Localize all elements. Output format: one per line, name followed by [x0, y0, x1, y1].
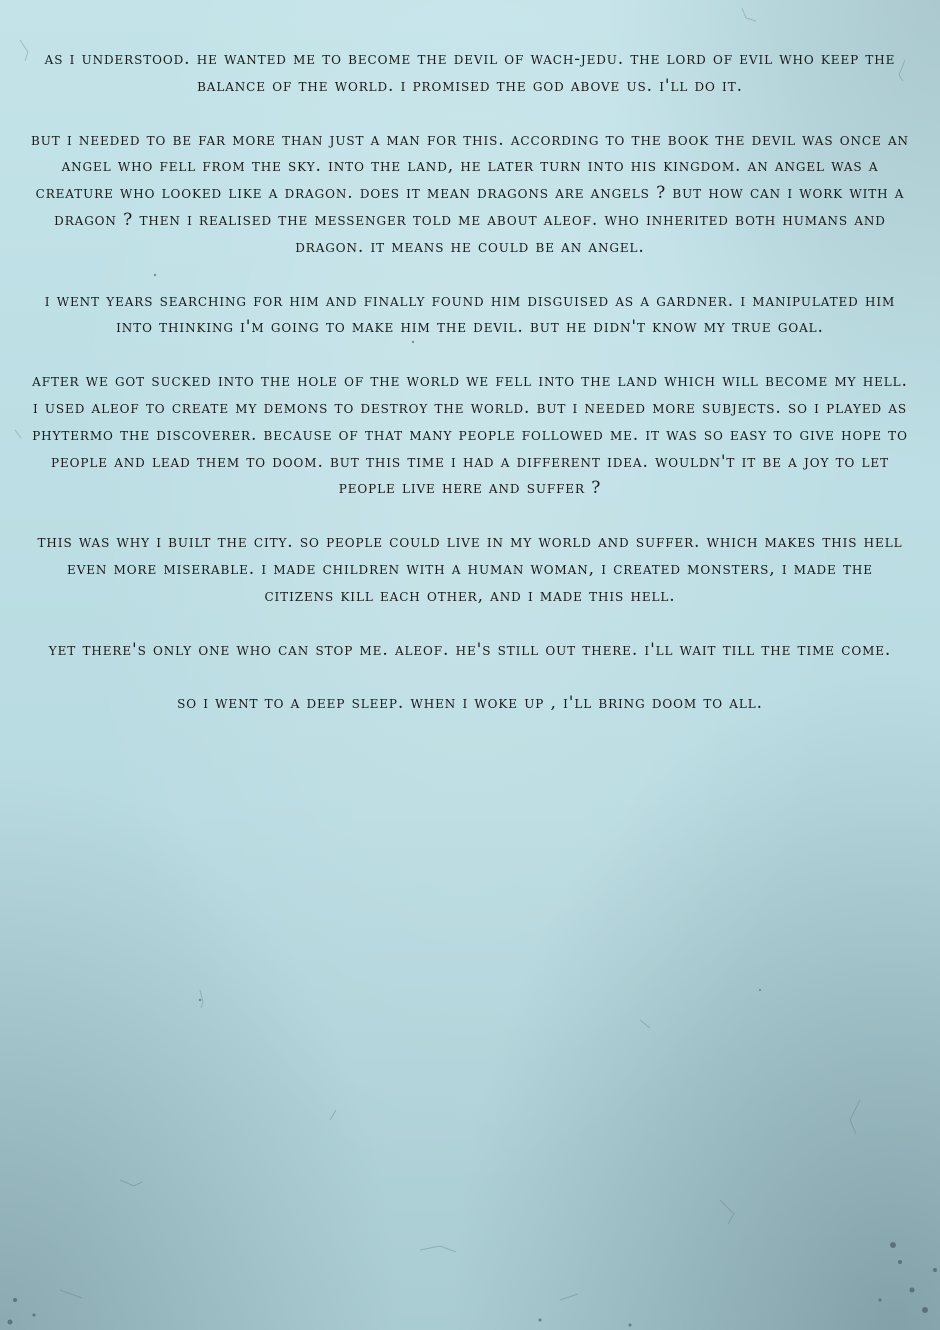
paragraph-4: after we got sucked into the hole of the world we fell into the land which will become my hell. i used aleof to create my demons to destroy the world. but i needed more subjects. so i played as phytermo the discoverer. because of that many people followed me. it was so easy to give hope to people and lead them to doom. but this time i had a different idea. wouldn't it be a joy to let people live here and suffer ? — [32, 371, 908, 499]
paragraph-7: so i went to a deep sleep. when i woke up , i'll bring doom to all. — [177, 693, 763, 714]
paragraph-3: i went years searching for him and finally found him disguised as a gardner. i manipulated him into thinking i'm going to make him the devil. but he didn't know my true goal. — [44, 290, 896, 338]
paragraph-1: as i understood. he wanted me to become the devil of wach-jedu. the lord of evil who keep the balance of the world. i promised the god above us. i'll do it. — [44, 49, 896, 96]
body-text — [30, 46, 910, 744]
paragraph-2: but i needed to be far more than just a man for this. according to the book the devil was once an angel who fell from the sky. into the land, he later turn into his kingdom. an angel was a creature who looked like a dragon. does it mean dragons are angels ? but how can i work with a dragon ? then i realised the messenger told me about aleof. who inherited both humans and dragon. it means he could be an angel. — [31, 129, 909, 257]
paragraph-5: this was why i built the city. so people could live in my world and suffer. which makes this hell even more miserable. i made children with a human woman, i created monsters, i made the citizens kill each other, and i made this hell. — [37, 532, 903, 606]
paragraph-6: yet there's only one who can stop me. aleof. he's still out there. i'll wait till the time come. — [48, 639, 892, 660]
